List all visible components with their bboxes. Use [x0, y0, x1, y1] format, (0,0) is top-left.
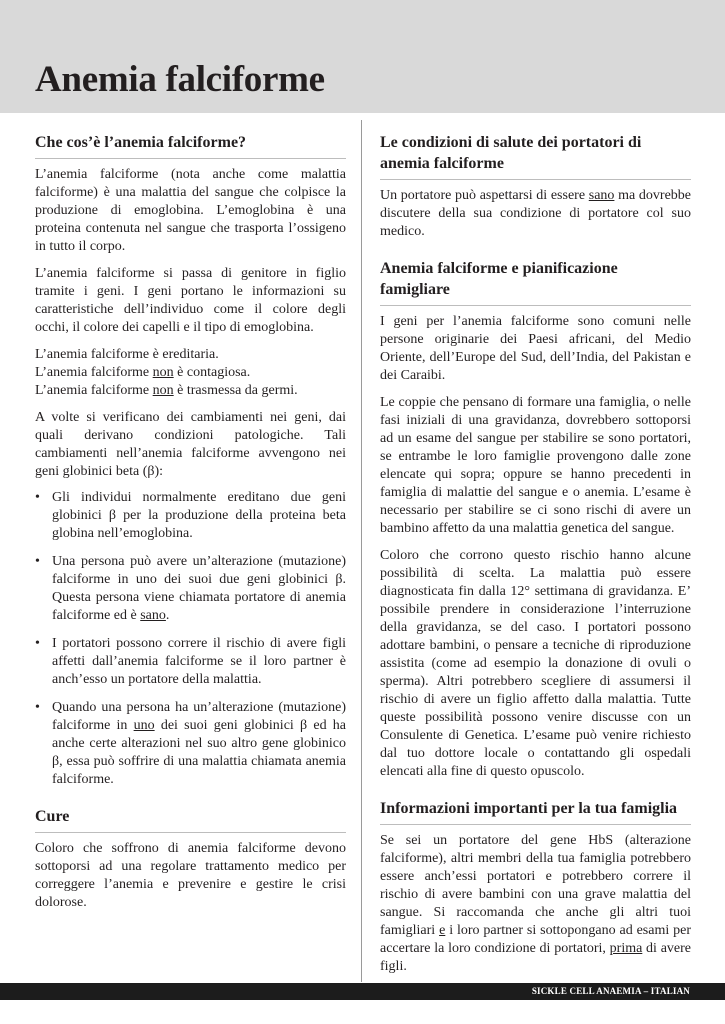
list-item-text: Gli individui normalmente ereditano due geni globinici β per la produzione della proteina beta globina nell’emoglobina. [52, 490, 346, 541]
emphasized-word: sano [140, 608, 166, 623]
paragraph: Un portatore può aspettarsi di essere sano ma dovrebbe discutere della sua condizione di portatore col suo medico. [380, 188, 691, 239]
list-item-text: Quando una persona ha un’alterazione (mutazione) falciforme in uno dei suoi geni globinici β ed ha anche certe alterazioni nel suo altro gene globinico β, essa può soffrire di una malattia chiamata anemia falciforme. [52, 700, 347, 787]
list-item [35, 699, 346, 789]
paragraph: A volte si verificano dei cambiamenti nei geni, dai quali derivano condizioni patologiche. Tali cambiamenti nell’anemia falciforme avvengono nei geni globinici beta (β): [35, 410, 346, 479]
page-title: Anemia falciforme [35, 59, 325, 100]
footer-bar [0, 983, 725, 1000]
section-heading-cure: Cure [35, 806, 346, 833]
section-heading-carrier-health: Le condizioni di salute dei portatori di anemia falciforme [380, 132, 691, 180]
section-heading-family-planning: Anemia falciforme e pianificazione famigliare [380, 258, 691, 306]
paragraph: I geni per l’anemia falciforme sono comuni nelle persone originarie dei Paesi africani, del Medio Oriente, dell’Europe del Sud, dell’India, del Pakistan e dei Caraibi. [380, 314, 691, 383]
footer-label: SICKLE CELL ANAEMIA – ITALIAN [531, 986, 690, 996]
paragraph: L’anemia falciforme si passa di genitore in figlio tramite i geni. I geni portano le informazioni su caratteristiche dell’individuo come il colore degli occhi, il colore dei capelli e il tipo di emoglobina. [35, 266, 346, 335]
paragraph: Le coppie che pensano di formare una famiglia, o nelle fasi iniziali di una gravidanza, dovrebbero sottoporsi ad un esame del sangue per stabilire se sono portatori, se entrambe le loro famiglie provengono dalle zone elencate qui sopra; oppure se hanno precedenti in famiglia di malattie del sangue e o anemia. L’esame è necessario per stabilire se ci sono rischi di avere un bambino affetto da una malattia genetica del sangue. [380, 395, 691, 536]
bullet-icon: • [35, 636, 40, 651]
bullet-icon: • [35, 700, 40, 715]
emphasized-word: uno [133, 718, 155, 733]
bullet-list [35, 489, 346, 789]
list-item [35, 635, 346, 689]
emphasized-word: e [439, 923, 446, 938]
statement-line: L’anemia falciforme è ereditaria. [35, 347, 219, 362]
paragraph: Coloro che corrono questo rischio hanno alcune possibilità di scelta. La malattia può essere diagnosticata fin dalla 12° settimana di gravidanza. E’ possibile prendere in considerazione l’interruzione della gravidanza, se del caso. I portatori possono adottare bambini, o pensare a tecniche di riproduzione assistita (come ad esempio la donazione di ovuli o sperma). Altri potrebbero scegliere di assumersi il rischio di avere un figlio affetto dalla malattia. Tutte queste possibilità possono venire discusse con un Consulente di Genetica. L’esame può venire richiesto dal tuo dottore locale o contattando gli ospedali elencati alla fine di questo opuscolo. [380, 548, 691, 779]
paragraph [35, 346, 346, 400]
list-item [35, 489, 346, 543]
paragraph: L’anemia falciforme (nota anche come malattia falciforme) è una malattia del sangue che colpisce la produzione di emoglobina. L’emoglobina è una proteina contenuta nel sangue che trasporta l’ossigeno in tutto il corpo. [35, 167, 346, 254]
left-column [35, 132, 346, 912]
section-heading-family-info: Informazioni importanti per la tua famiglia [380, 798, 691, 825]
statement-line: L’anemia falciforme non è contagiosa. [35, 365, 251, 380]
section-heading-what-is: Che cos’è l’anemia falciforme? [35, 132, 346, 159]
right-column [380, 132, 691, 976]
emphasized-word: prima [609, 941, 643, 956]
emphasized-word: non [152, 365, 174, 380]
paragraph: Se sei un portatore del gene HbS (alterazione falciforme), altri membri della tua famiglia potrebbero essere anch’essi portatori e potrebbero correre il rischio di avere bambini con una grave malattia del sangue. Si raccomanda che anche gli altri tuoi famigliari e i loro partner si sottopongano ad esami per accertare la loro condizione di portatori, prima di avere figli. [380, 833, 692, 974]
bullet-icon: • [35, 490, 40, 505]
list-item [35, 553, 346, 625]
column-divider [361, 120, 362, 982]
list-item-text: I portatori possono correre il rischio di avere figli affetti dall’anemia falciforme se il loro partner è anch’esso un portatore della malattia. [52, 636, 346, 687]
emphasized-word: sano [588, 188, 615, 203]
list-item-text: Una persona può avere un’alterazione (mutazione) falciforme in uno dei suoi due geni globinici β. Questa persona viene chiamata portatore di anemia falciforme ed è sano. [52, 554, 346, 623]
paragraph: Coloro che soffrono di anemia falciforme devono sottoporsi ad una regolare trattamento medico per correggere l’anemia e prevenire e gestire le crisi dolorose. [35, 841, 346, 910]
statement-line: L’anemia falciforme non è trasmessa da germi. [35, 383, 298, 398]
bullet-icon: • [35, 554, 40, 569]
emphasized-word: non [152, 383, 174, 398]
title-banner [0, 0, 725, 113]
